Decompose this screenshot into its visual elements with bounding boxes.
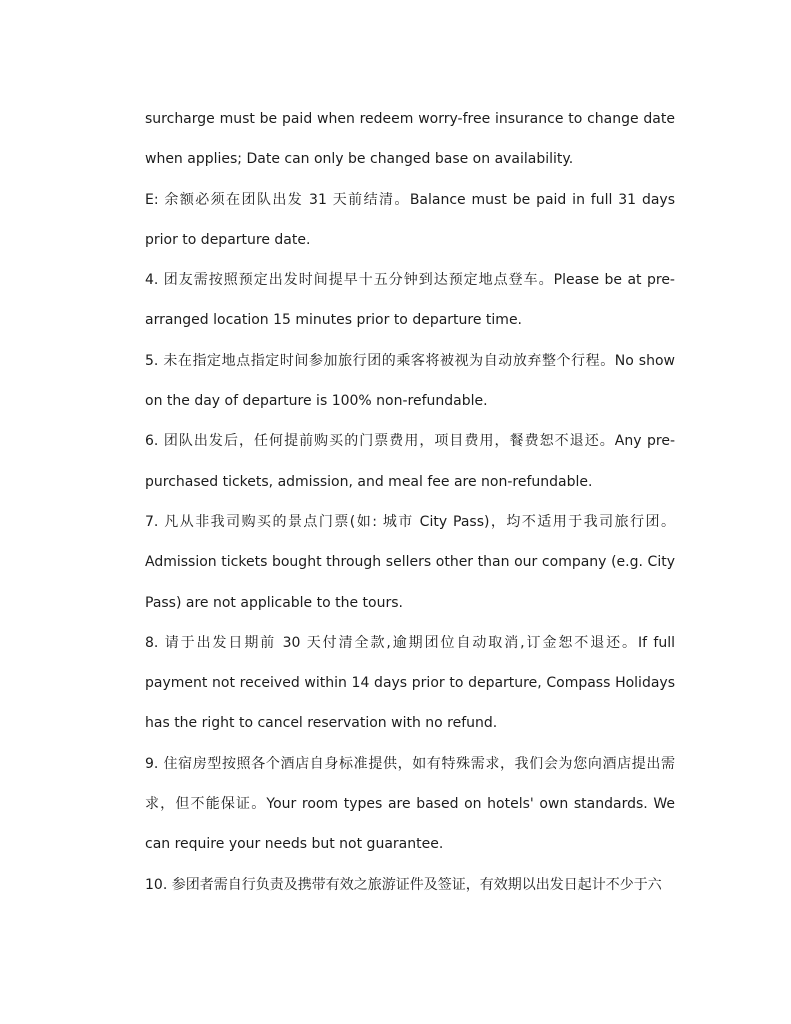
- paragraph-surcharge: surcharge must be paid when redeem worry-free insurance to change date when applies; Date can only be changed base on availability.: [145, 111, 675, 168]
- paragraph-item-6: 6. 团队出发后，任何提前购买的门票费用，项目费用，餐费恕不退还。Any pre-purchased tickets, admission, and meal fee are non-refundable.: [145, 433, 675, 490]
- paragraph-item-5: 5. 未在指定地点指定时间参加旅行团的乘客将被视为自动放弃整个行程。No show on the day of departure is 100% non-refundable.: [145, 352, 675, 410]
- paragraph-item-4: 4. 团友需按照预定出发时间提早十五分钟到达预定地点登车。Please be at pre-arranged location 15 minutes prior to departure time.: [145, 272, 675, 329]
- paragraph-item-9: 9. 住宿房型按照各个酒店自身标准提供，如有特殊需求，我们会为您向酒店提出需求，但不能保证。Your room types are based on hotels' own standards. We can require your needs but not guarantee.: [145, 755, 675, 853]
- paragraph-item-8: 8. 请于出发日期前 30 天付清全款,逾期团位自动取消,订金恕不退还。If full payment not received within 14 days prior to departure, Compass Holidays has the right to cancel reservation with no refund.: [145, 634, 675, 732]
- document-body: [145, 99, 675, 905]
- paragraph-item-7: 7. 凡从非我司购买的景点门票(如: 城市 City Pass)，均不适用于我司旅行团。Admission tickets bought through sellers other than our company (e.g. City Pass) are not applicable to the tours.: [145, 513, 675, 611]
- paragraph-item-10: 10. 参团者需自行负责及携带有效之旅游证件及签证，有效期以出发日起计不少于六: [145, 876, 662, 893]
- paragraph-balance: E: 余额必须在团队出发 31 天前结清。Balance must be paid in full 31 days prior to departure date.: [145, 191, 675, 248]
